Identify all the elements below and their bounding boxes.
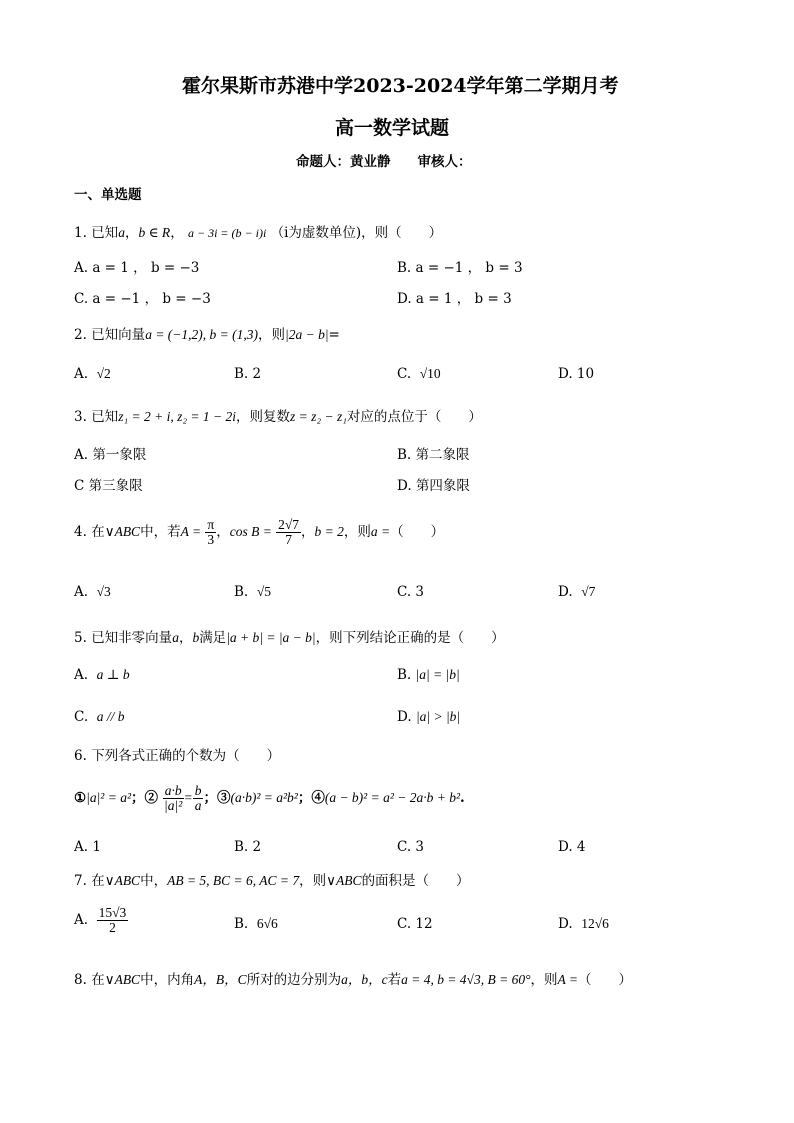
stem-text: ，则下列结论正确的是（ ） xyxy=(315,630,505,646)
math-expr: a = 4, b = 4√3, B = 60° xyxy=(401,972,531,987)
stem-text: 已知 xyxy=(91,225,119,241)
math-expr: A = xyxy=(180,524,202,540)
sqrt-value: √7 xyxy=(581,584,596,599)
option-a[interactable]: A. 1 xyxy=(74,839,101,855)
option-c[interactable] xyxy=(397,366,441,382)
question-5 xyxy=(74,626,505,646)
math-expr: (a − b)² = a² − 2a·b + b² xyxy=(324,790,461,806)
option-c[interactable]: C. a = −1 ， b = −3 xyxy=(74,291,211,307)
stem-text: 下列各式正确的个数为（ ） xyxy=(91,748,281,764)
fraction-b-over-a xyxy=(193,784,204,813)
math-expr: A，B，C xyxy=(194,972,247,987)
option-label: C. xyxy=(74,709,89,725)
math-expr: a xyxy=(118,225,125,240)
stem-text: 满足 xyxy=(199,630,227,646)
option-a[interactable]: A. a = 1 ， b = −3 xyxy=(74,260,200,276)
exam-subtitle: 高一数学试题 xyxy=(335,117,450,139)
option-c[interactable] xyxy=(74,709,125,725)
math-expr: |a|² = a² xyxy=(86,790,131,806)
option-d[interactable]: D. 10 xyxy=(558,366,595,382)
math-expr: a ⊥ b xyxy=(96,667,130,682)
option-b[interactable]: B. a = −1 ， b = 3 xyxy=(397,260,523,276)
option-a[interactable] xyxy=(74,366,111,382)
option-label: A. xyxy=(74,366,89,382)
option-b[interactable] xyxy=(234,584,271,600)
stem-text: ， xyxy=(124,225,139,241)
question-number: 2. xyxy=(74,327,87,343)
math-expr: b ∈ R xyxy=(138,225,171,240)
item-marker: ；④ xyxy=(297,790,325,807)
stem-text: （i为虚数单位)，则（ ） xyxy=(270,225,443,241)
stem-text: 中，若 xyxy=(140,524,181,541)
option-a[interactable] xyxy=(74,584,111,600)
option-label: A. xyxy=(74,667,89,683)
stem-text: 已知非零向量 xyxy=(91,630,173,646)
math-expr: a // b xyxy=(96,709,125,724)
math-expr: a xyxy=(172,630,179,645)
denominator: a xyxy=(194,798,202,814)
stem-text: ， xyxy=(178,630,193,646)
math-expr: z₁ = 2 + i, z₂ = 1 − 2i xyxy=(118,409,237,424)
denominator: 3 xyxy=(207,532,215,548)
stem-text: ， xyxy=(301,524,315,541)
sqrt-value: √2 xyxy=(96,366,111,381)
question-3 xyxy=(74,405,482,425)
sqrt-value: √3 xyxy=(96,584,111,599)
stem-text: 在 xyxy=(91,972,105,988)
fraction-ab-over-a2 xyxy=(163,784,184,813)
stem-text: 中，内角 xyxy=(140,972,195,988)
question-number: 3. xyxy=(74,409,87,425)
math-expr: b = 2 xyxy=(314,524,344,540)
fraction-cosb xyxy=(276,518,301,547)
question-8 xyxy=(74,968,632,988)
item-marker: ；③ xyxy=(203,790,231,807)
stem-text: 在 xyxy=(91,873,105,889)
option-c[interactable]: C. 3 xyxy=(397,839,425,855)
math-expr: a = (−1,2), b = (1,3) xyxy=(145,327,258,342)
stem-text: ， xyxy=(170,225,184,241)
numerator: b xyxy=(194,783,202,798)
question-number: 7. xyxy=(74,873,87,889)
denominator: |a|² xyxy=(164,798,183,814)
option-c[interactable]: C. 3 xyxy=(397,584,425,600)
question-number: 8. xyxy=(74,972,87,988)
stem-text: ，则复数 xyxy=(236,409,291,425)
stem-text: 若 xyxy=(387,972,402,988)
option-a[interactable] xyxy=(74,667,130,683)
question-number: 4. xyxy=(74,524,87,541)
math-expr: ∨ABC xyxy=(326,873,362,888)
sqrt-value: 12√6 xyxy=(581,916,609,931)
option-b[interactable]: B. 第二象限 xyxy=(397,447,470,463)
item-marker: ① xyxy=(74,790,87,807)
option-label: B. xyxy=(234,584,249,600)
math-expr: |a + b| = |a − b| xyxy=(226,630,316,645)
exam-title: 霍尔果斯市苏港中学2023-2024学年第二学期月考 xyxy=(182,75,619,97)
option-label: D. xyxy=(397,709,412,725)
option-d[interactable] xyxy=(558,916,609,932)
stem-text: 已知向量 xyxy=(91,327,146,343)
denominator: 7 xyxy=(285,532,292,548)
statement-list xyxy=(74,784,465,813)
question-2 xyxy=(74,323,340,343)
stem-text: ， xyxy=(216,524,230,541)
numerator: 15√3 xyxy=(98,905,127,920)
item-marker: ；② xyxy=(131,790,158,807)
math-expr: ∨ABC xyxy=(104,524,141,540)
option-label: A. xyxy=(74,584,89,600)
stem-text: = xyxy=(328,327,340,343)
math-expr: |a| = |b| xyxy=(415,667,460,682)
option-b[interactable]: B. 2 xyxy=(234,839,262,855)
stem-text: 所对的边分别为 xyxy=(246,972,342,988)
stem-text: （ ） xyxy=(577,972,632,988)
stem-text: . xyxy=(460,790,465,807)
math-expr: AB = 5, BC = 6, AC = 7 xyxy=(167,873,300,888)
stem-text: 中， xyxy=(140,873,168,889)
option-b[interactable] xyxy=(397,667,460,683)
option-d[interactable]: D. 4 xyxy=(558,839,586,855)
stem-text: 已知 xyxy=(91,409,119,425)
question-number: 5. xyxy=(74,630,87,646)
question-1 xyxy=(74,221,442,241)
numerator: a·b xyxy=(164,783,182,798)
option-d[interactable] xyxy=(558,584,595,600)
option-d[interactable]: D. a = 1 ， b = 3 xyxy=(397,291,512,307)
question-6 xyxy=(74,744,280,764)
math-expr: a，b，c xyxy=(341,972,388,987)
stem-text: 的面积是（ ） xyxy=(361,873,470,889)
option-d[interactable]: D. 第四象限 xyxy=(397,478,470,494)
math-expr: z = z₂ − z₁ xyxy=(290,409,347,424)
exam-meta: 命题人：黄业静 审核人： xyxy=(296,154,472,170)
stem-text: （ ） xyxy=(390,524,445,541)
option-a[interactable] xyxy=(74,906,128,935)
option-b[interactable] xyxy=(234,916,278,932)
question-7 xyxy=(74,869,470,889)
fraction-pi-over-3 xyxy=(205,518,216,547)
math-expr: a = xyxy=(370,524,391,540)
math-expr: b xyxy=(192,630,200,645)
math-expr: A = xyxy=(557,972,578,987)
stem-text: ，则 xyxy=(299,873,327,889)
stem-text: ，则 xyxy=(343,524,371,541)
option-label: B. xyxy=(397,667,412,683)
sqrt-value: √5 xyxy=(256,584,271,599)
math-expr: (a·b)² = a²b² xyxy=(230,790,298,806)
option-label: D. xyxy=(558,916,573,932)
section-heading: 一、单选题 xyxy=(74,187,142,203)
option-b[interactable]: B. 2 xyxy=(234,366,262,382)
option-label: B. xyxy=(234,916,249,932)
option-d[interactable] xyxy=(397,709,460,725)
stem-text: 对应的点位于（ ） xyxy=(346,409,482,425)
option-label: A. xyxy=(74,912,89,929)
question-number: 1. xyxy=(74,225,87,241)
option-label: D. xyxy=(558,584,573,600)
stem-text: ，则 xyxy=(530,972,558,988)
fraction-value xyxy=(97,906,129,935)
option-c[interactable]: C 第三象限 xyxy=(74,478,143,494)
stem-text: 在 xyxy=(91,524,105,541)
question-number: 6. xyxy=(74,748,87,764)
math-expr: = xyxy=(183,790,193,806)
math-expr: cos B = xyxy=(229,524,272,540)
math-expr: |2a − b| xyxy=(285,327,329,342)
option-a[interactable]: A. 第一象限 xyxy=(74,447,147,463)
math-expr: |a| > |b| xyxy=(415,709,461,724)
option-label: C. xyxy=(397,366,412,382)
math-expr: ∨ABC xyxy=(104,873,141,888)
sqrt-value: √10 xyxy=(419,366,441,381)
option-c[interactable]: C. 12 xyxy=(397,916,433,932)
stem-text: ，则 xyxy=(258,327,285,343)
sqrt-value: 6√6 xyxy=(256,916,278,931)
denominator: 2 xyxy=(109,920,116,936)
math-expr: a − 3i = (b − i)i xyxy=(187,226,267,240)
math-expr: ∨ABC xyxy=(104,972,141,987)
numerator: 2√7 xyxy=(278,517,300,532)
question-4 xyxy=(74,518,444,547)
numerator: π xyxy=(207,517,215,532)
